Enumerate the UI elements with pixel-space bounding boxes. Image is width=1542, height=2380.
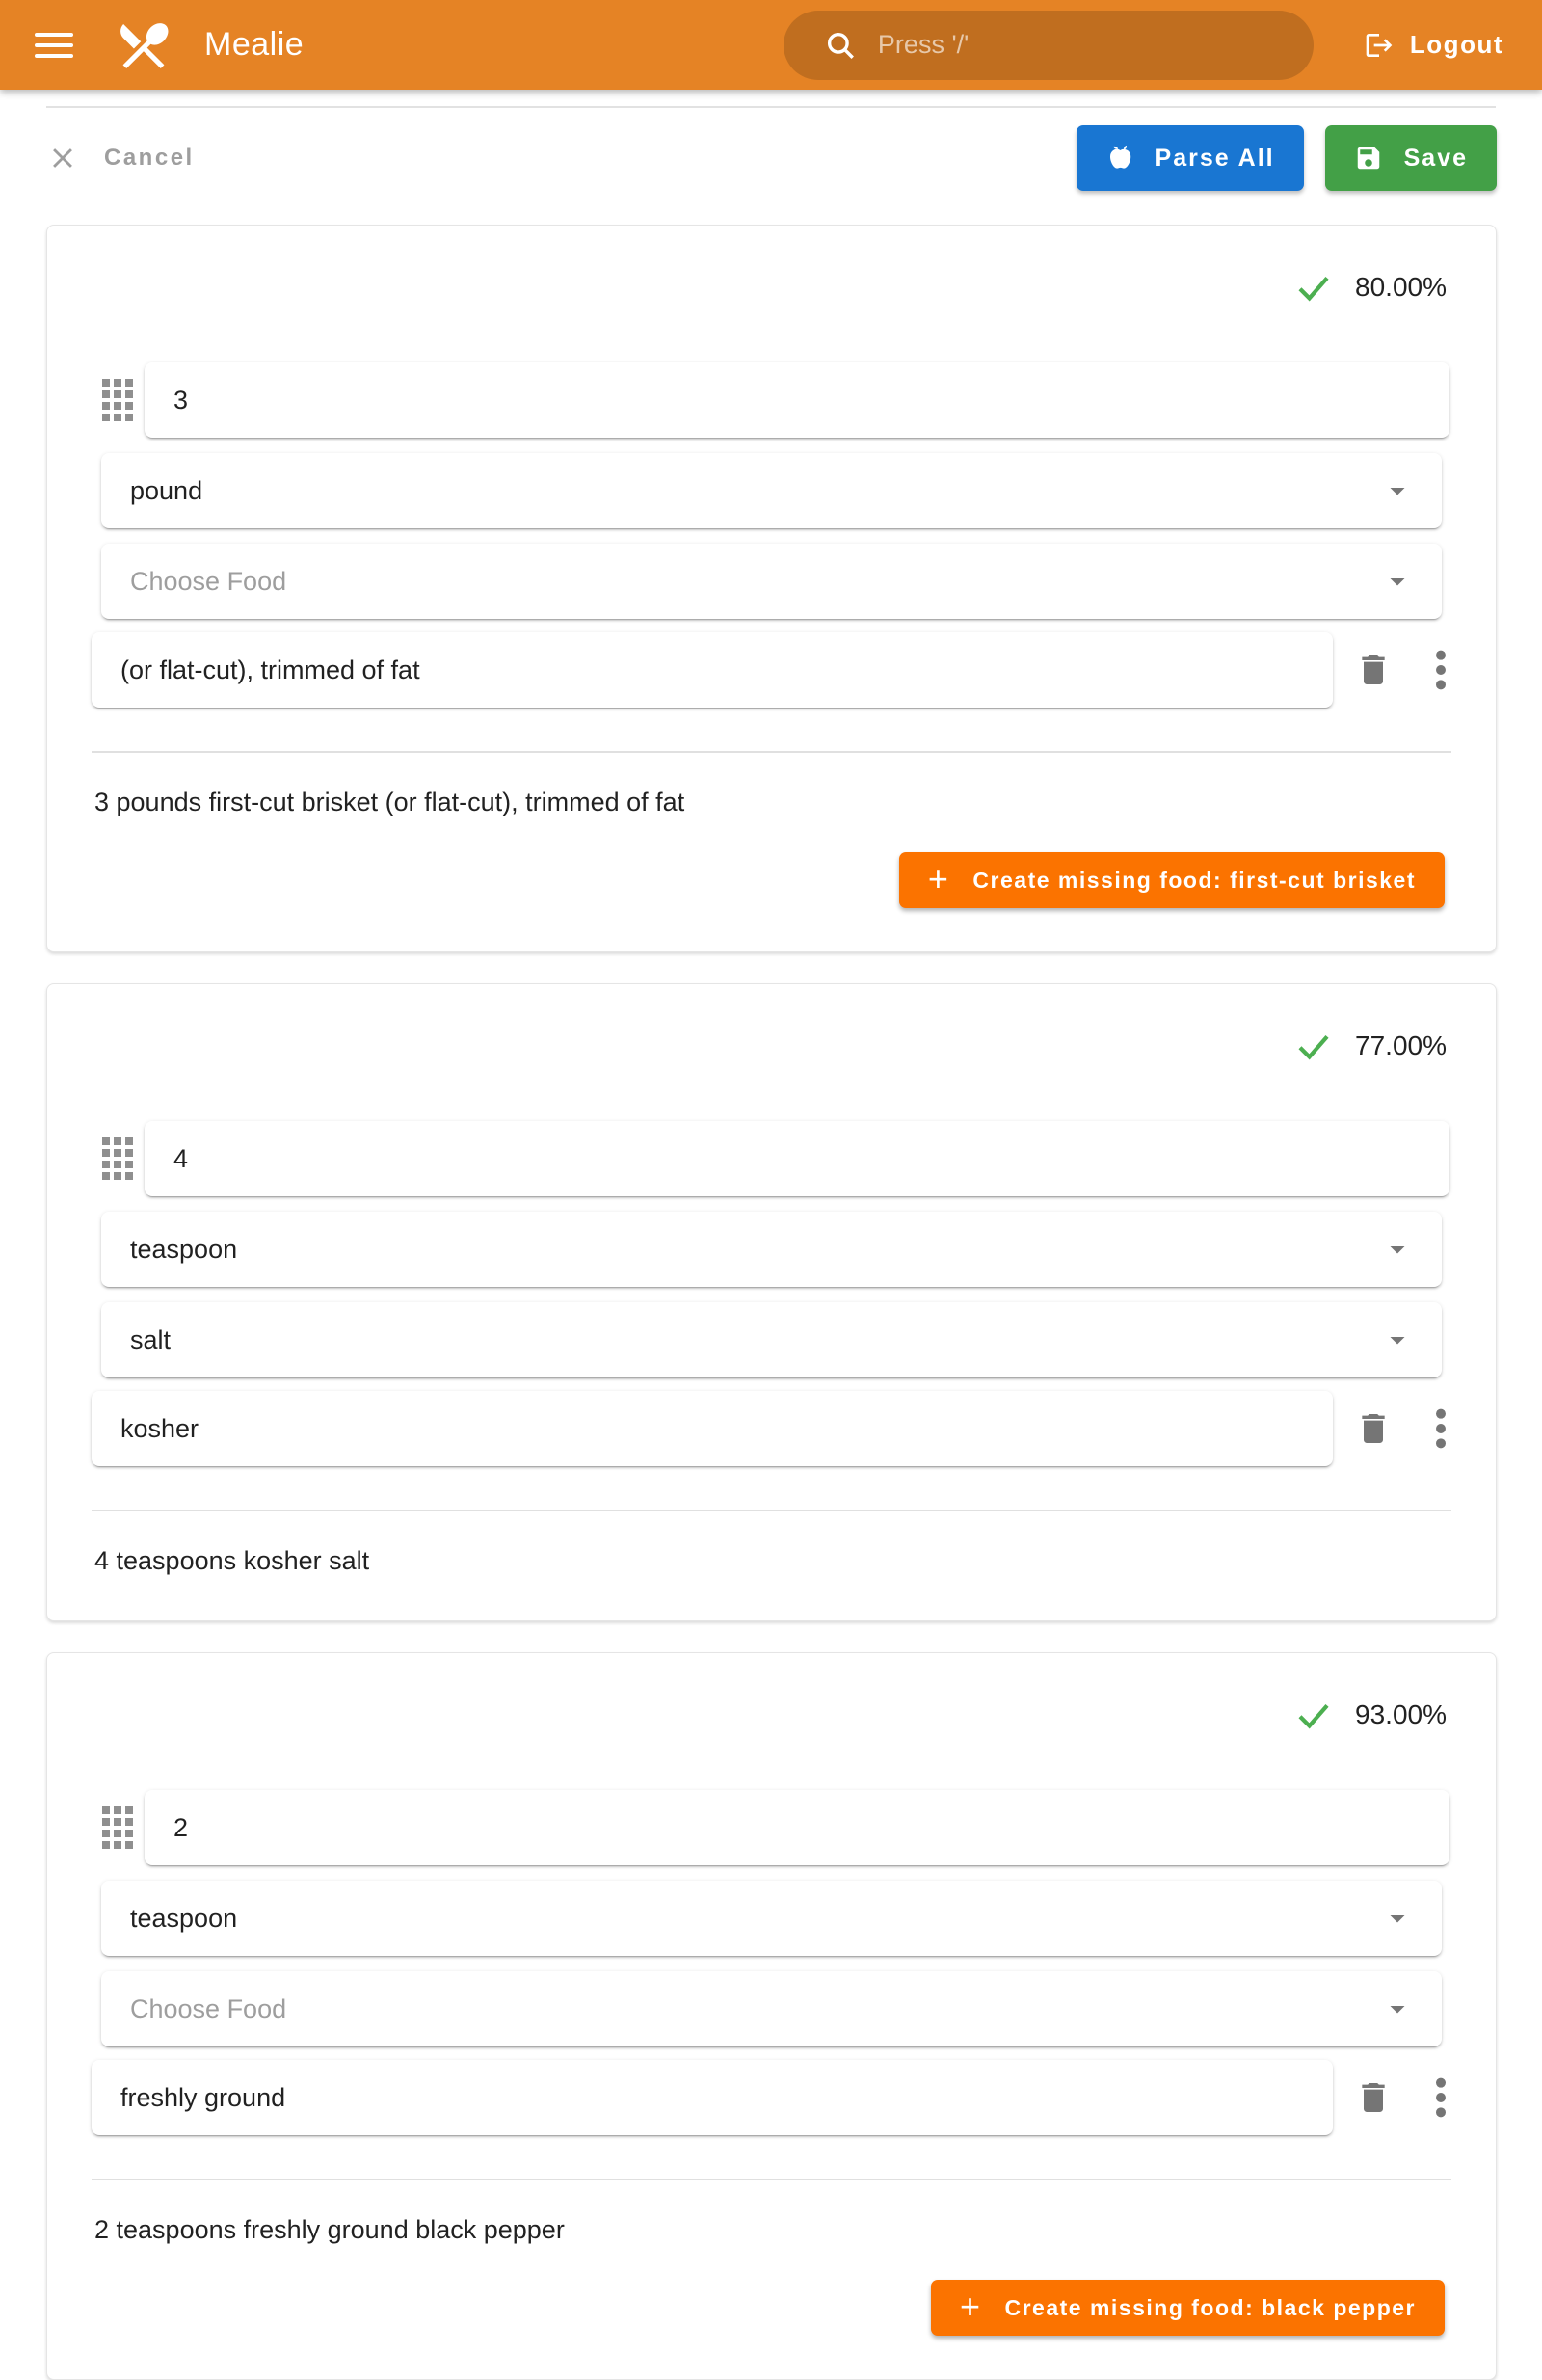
unit-select[interactable] bbox=[101, 1881, 1442, 1956]
check-icon bbox=[1293, 1695, 1334, 1735]
close-icon bbox=[46, 142, 79, 174]
unit-input[interactable] bbox=[101, 1212, 1442, 1287]
actions-row bbox=[46, 125, 1497, 191]
unit-input[interactable] bbox=[101, 453, 1442, 528]
note-input[interactable] bbox=[92, 632, 1333, 708]
drag-handle-icon[interactable] bbox=[102, 1137, 133, 1180]
mealie-logo-icon bbox=[114, 15, 173, 75]
drag-handle-icon[interactable] bbox=[102, 1806, 133, 1849]
delete-ingredient-button[interactable] bbox=[1352, 1407, 1395, 1450]
food-input[interactable] bbox=[101, 544, 1442, 619]
unit-select[interactable] bbox=[101, 1212, 1442, 1287]
confidence-row bbox=[47, 1022, 1496, 1070]
cancel-label: Cancel bbox=[104, 145, 195, 171]
check-icon bbox=[1293, 1026, 1334, 1066]
create-missing-food-button[interactable] bbox=[931, 2280, 1445, 2336]
ingredient-card bbox=[46, 983, 1497, 1621]
drag-handle-icon[interactable] bbox=[102, 379, 133, 421]
kebab-menu-button[interactable] bbox=[1423, 648, 1458, 692]
unit-input[interactable] bbox=[101, 1881, 1442, 1956]
quantity-input[interactable] bbox=[145, 1121, 1449, 1196]
food-select[interactable] bbox=[101, 544, 1442, 619]
cancel-button[interactable] bbox=[46, 142, 195, 174]
confidence-row bbox=[47, 263, 1496, 311]
confidence-row bbox=[47, 1691, 1496, 1739]
search-bar[interactable] bbox=[784, 11, 1314, 80]
logout-label: Logout bbox=[1409, 30, 1503, 59]
ingredient-card bbox=[46, 1652, 1497, 2380]
create-missing-food-label: Create missing food: first-cut brisket bbox=[972, 867, 1416, 893]
ingredient-card bbox=[46, 225, 1497, 952]
create-missing-food-button[interactable] bbox=[899, 852, 1445, 908]
kebab-menu-button[interactable] bbox=[1423, 1406, 1458, 1451]
create-missing-food-label: Create missing food: black pepper bbox=[1004, 2294, 1416, 2320]
original-ingredient-text: 4 teaspoons kosher salt bbox=[94, 1546, 370, 1575]
delete-ingredient-button[interactable] bbox=[1352, 649, 1395, 691]
save-button[interactable] bbox=[1325, 125, 1497, 191]
check-icon bbox=[1293, 267, 1334, 308]
plus-icon: + bbox=[959, 2286, 982, 2326]
logout-button[interactable] bbox=[1364, 30, 1503, 61]
top-divider bbox=[46, 106, 1496, 108]
original-ingredient-text: 3 pounds first-cut brisket (or flat-cut), trimmed of fat bbox=[94, 788, 685, 816]
note-input[interactable] bbox=[92, 1391, 1333, 1466]
parse-all-label: Parse All bbox=[1155, 144, 1275, 172]
unit-select[interactable] bbox=[101, 453, 1442, 528]
save-icon bbox=[1354, 144, 1383, 173]
search-icon bbox=[824, 29, 857, 62]
create-missing-food-row bbox=[47, 852, 1496, 908]
create-missing-food-row bbox=[47, 2280, 1496, 2336]
card-divider bbox=[92, 751, 1451, 753]
search-input[interactable] bbox=[878, 30, 1285, 60]
logout-icon bbox=[1364, 30, 1395, 61]
ingredient-list bbox=[0, 225, 1542, 2380]
hamburger-menu-icon[interactable] bbox=[35, 26, 73, 65]
app-title: Mealie bbox=[204, 26, 305, 63]
kebab-menu-button[interactable] bbox=[1423, 2075, 1458, 2120]
note-input[interactable] bbox=[92, 2060, 1333, 2135]
confidence-percent: 93.00% bbox=[1355, 1699, 1447, 1729]
confidence-percent: 77.00% bbox=[1355, 1030, 1447, 1060]
quantity-input[interactable] bbox=[145, 1790, 1449, 1865]
confidence-percent: 80.00% bbox=[1355, 272, 1447, 302]
quantity-input[interactable] bbox=[145, 362, 1449, 438]
original-ingredient-text: 2 teaspoons freshly ground black pepper bbox=[94, 2215, 565, 2244]
card-divider bbox=[92, 2179, 1451, 2180]
food-input[interactable] bbox=[101, 1302, 1442, 1377]
food-select[interactable] bbox=[101, 1302, 1442, 1377]
plus-icon: + bbox=[927, 858, 950, 898]
food-input[interactable] bbox=[101, 1971, 1442, 2046]
app-bar bbox=[0, 0, 1542, 90]
food-select[interactable] bbox=[101, 1971, 1442, 2046]
card-divider bbox=[92, 1510, 1451, 1511]
parse-all-button[interactable] bbox=[1077, 125, 1304, 191]
delete-ingredient-button[interactable] bbox=[1352, 2076, 1395, 2119]
save-label: Save bbox=[1403, 144, 1468, 172]
apple-icon bbox=[1105, 144, 1134, 173]
